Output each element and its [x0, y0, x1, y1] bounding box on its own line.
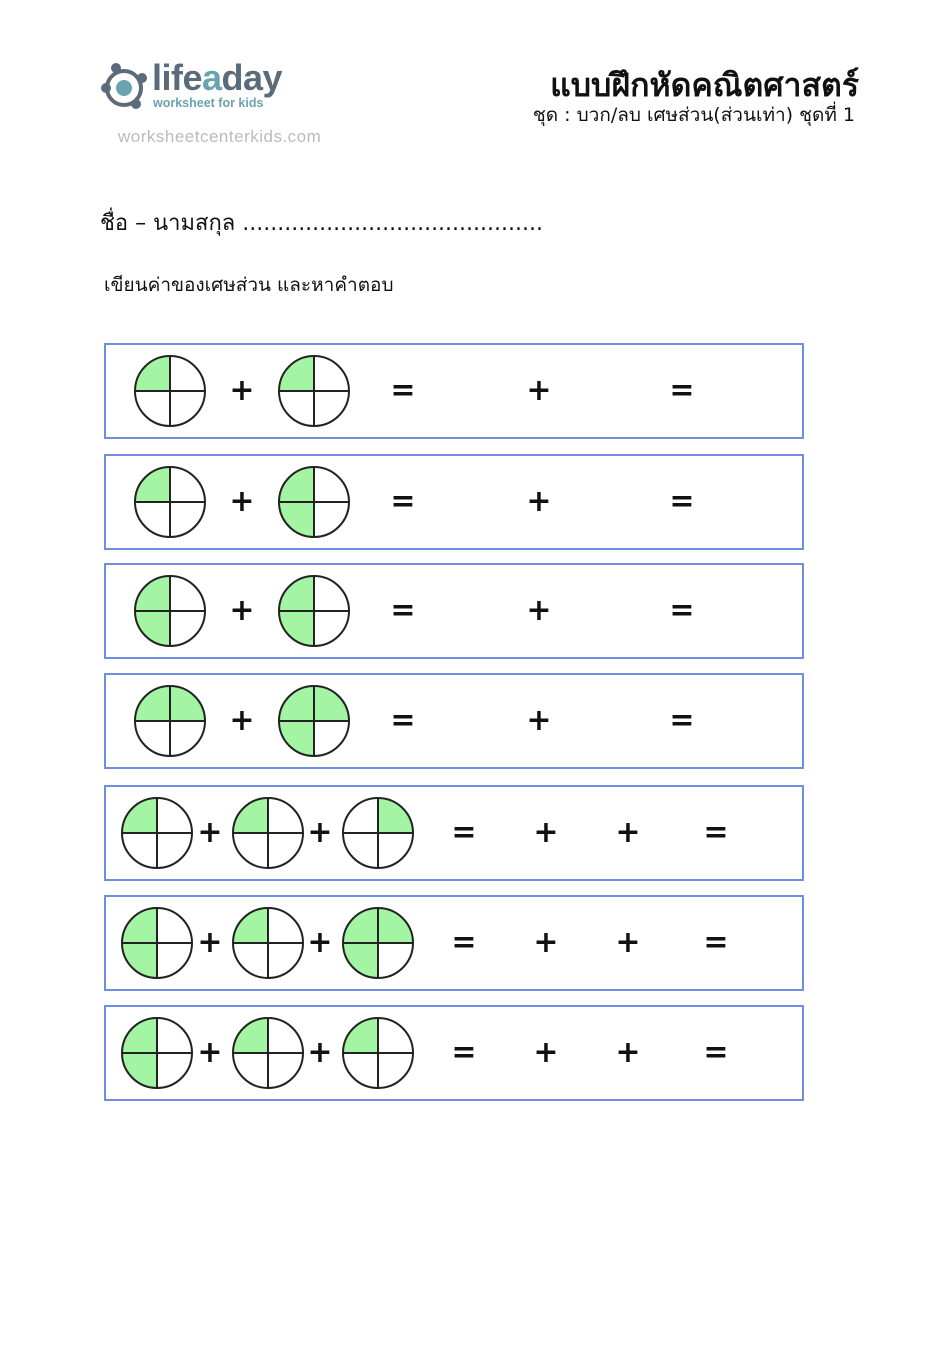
fraction-circle	[122, 1018, 192, 1088]
plus-sign: +	[197, 1035, 223, 1070]
problem-row	[104, 454, 804, 550]
plus-sign: +	[526, 703, 552, 738]
fraction-circle	[279, 686, 349, 756]
fraction-circles	[106, 675, 802, 767]
logo-tagline: worksheet for kids	[153, 96, 264, 110]
instruction-text: เขียนค่าของเศษส่วน และหาคำตอบ	[104, 274, 394, 296]
fraction-circle	[279, 467, 349, 537]
page-title: แบบฝึกหัดคณิตศาสตร์	[550, 66, 859, 104]
plus-sign: +	[615, 925, 641, 960]
fraction-circle	[135, 576, 205, 646]
plus-sign: +	[615, 815, 641, 850]
problem-row	[104, 343, 804, 439]
plus-sign: +	[197, 815, 223, 850]
equals-sign: =	[703, 815, 729, 850]
plus-sign: +	[533, 1035, 559, 1070]
equals-sign: =	[703, 1035, 729, 1070]
logo	[100, 58, 300, 118]
plus-sign: +	[615, 1035, 641, 1070]
logo-molecule-icon	[100, 60, 150, 110]
fraction-circle	[343, 1018, 413, 1088]
fraction-circle	[135, 686, 205, 756]
problem-row	[104, 563, 804, 659]
plus-sign: +	[229, 373, 255, 408]
equals-sign: =	[451, 925, 477, 960]
equals-sign: =	[669, 703, 695, 738]
equals-sign: =	[390, 373, 416, 408]
plus-sign: +	[533, 925, 559, 960]
plus-sign: +	[307, 925, 333, 960]
problem-row	[104, 785, 804, 881]
fraction-circle	[122, 798, 192, 868]
plus-sign: +	[229, 484, 255, 519]
plus-sign: +	[307, 815, 333, 850]
equals-sign: =	[390, 484, 416, 519]
fraction-circle	[233, 1018, 303, 1088]
equals-sign: =	[669, 373, 695, 408]
page-subtitle: ชุด : บวก/ลบ เศษส่วน(ส่วนเท่า) ชุดที่ 1	[532, 104, 855, 126]
fraction-circle	[135, 356, 205, 426]
plus-sign: +	[526, 593, 552, 628]
problem-row	[104, 673, 804, 769]
fraction-circle	[279, 576, 349, 646]
fraction-circle	[233, 798, 303, 868]
problem-row	[104, 1005, 804, 1101]
fraction-circles	[106, 345, 802, 437]
logo-wordmark: lifeaday	[152, 57, 283, 98]
fraction-circle	[343, 908, 413, 978]
watermark: worksheetcenterkids.com	[118, 127, 322, 146]
equals-sign: =	[451, 1035, 477, 1070]
plus-sign: +	[229, 593, 255, 628]
equals-sign: =	[451, 815, 477, 850]
equals-sign: =	[390, 593, 416, 628]
fraction-circle	[122, 908, 192, 978]
problem-row	[104, 895, 804, 991]
plus-sign: +	[229, 703, 255, 738]
equals-sign: =	[669, 484, 695, 519]
fraction-circles	[106, 565, 802, 657]
plus-sign: +	[526, 484, 552, 519]
fraction-circles	[106, 456, 802, 548]
student-name-line: ชื่อ – นามสกุล ...........................................	[100, 211, 543, 236]
fraction-circle	[343, 798, 413, 868]
fraction-circle	[279, 356, 349, 426]
fraction-circle	[233, 908, 303, 978]
plus-sign: +	[197, 925, 223, 960]
equals-sign: =	[669, 593, 695, 628]
plus-sign: +	[307, 1035, 333, 1070]
plus-sign: +	[526, 373, 552, 408]
equals-sign: =	[703, 925, 729, 960]
equals-sign: =	[390, 703, 416, 738]
fraction-circle	[135, 467, 205, 537]
plus-sign: +	[533, 815, 559, 850]
